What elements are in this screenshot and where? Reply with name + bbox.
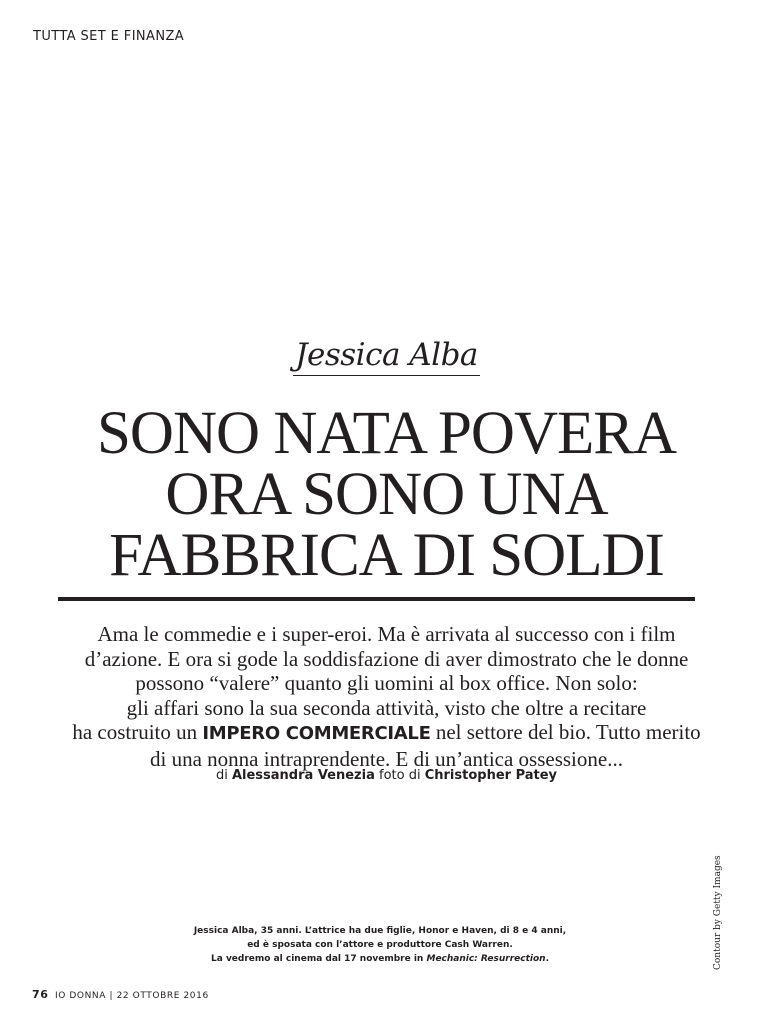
photo-caption — [0, 924, 760, 966]
standfirst-line: di una nonna intraprendente. E di un’antica ossessione... — [150, 746, 623, 771]
standfirst-text: ha costruito un — [72, 720, 203, 744]
caption-text: . — [545, 954, 549, 964]
section-label: TUTTA SET E FINANZA — [33, 29, 185, 44]
folio-text: IO DONNA | 22 OTTOBRE 2016 — [54, 991, 209, 1001]
headline-line: FABBRICA DI SOLDI — [109, 522, 664, 589]
photo-credit: Contour by Getty Images — [713, 855, 723, 970]
standfirst-line: d’azione. E ora si gode la soddisfazione di aver dimostrato che le donne — [84, 646, 689, 671]
byline-author: Alessandra Venezia — [231, 768, 375, 783]
standfirst-line: Ama le commedie e i super-eroi. Ma è arrivata al successo con i film — [97, 622, 676, 646]
person-name-text: Jessica Alba — [293, 335, 480, 376]
folio — [32, 988, 209, 1001]
byline-di: di — [215, 768, 228, 783]
person-name — [0, 335, 773, 376]
caption-line — [0, 952, 760, 966]
headline — [0, 400, 773, 589]
caption-text: La vedremo al cinema dal 17 novembre in — [211, 954, 427, 964]
standfirst-line: gli affari sono la sua seconda attività, visto che oltre a recitare — [126, 695, 647, 720]
standfirst — [0, 622, 773, 771]
standfirst-highlight: IMPERO COMMERCIALE — [202, 723, 431, 744]
standfirst-text: nel settore del bio. Tutto merito — [430, 720, 701, 744]
caption-film-title: Mechanic: Resurrection — [426, 954, 546, 964]
headline-line: ORA SONO UNA — [165, 461, 608, 528]
standfirst-line: possono “valere” quanto gli uomini al box office. Non solo: — [135, 671, 638, 695]
byline-photographer: Christopher Patey — [424, 768, 558, 783]
byline — [0, 768, 773, 783]
headline-divider — [58, 597, 695, 601]
standfirst-line — [0, 720, 773, 747]
byline-foto-di: foto di — [379, 768, 421, 783]
caption-line: ed è sposata con l’attore e produttore Cash Warren. — [247, 940, 513, 950]
page-number: 76 — [32, 988, 49, 1001]
headline-line: SONO NATA POVERA — [96, 400, 677, 467]
caption-line: Jessica Alba, 35 anni. L’attrice ha due figlie, Honor e Haven, di 8 e 4 anni, — [193, 926, 567, 936]
